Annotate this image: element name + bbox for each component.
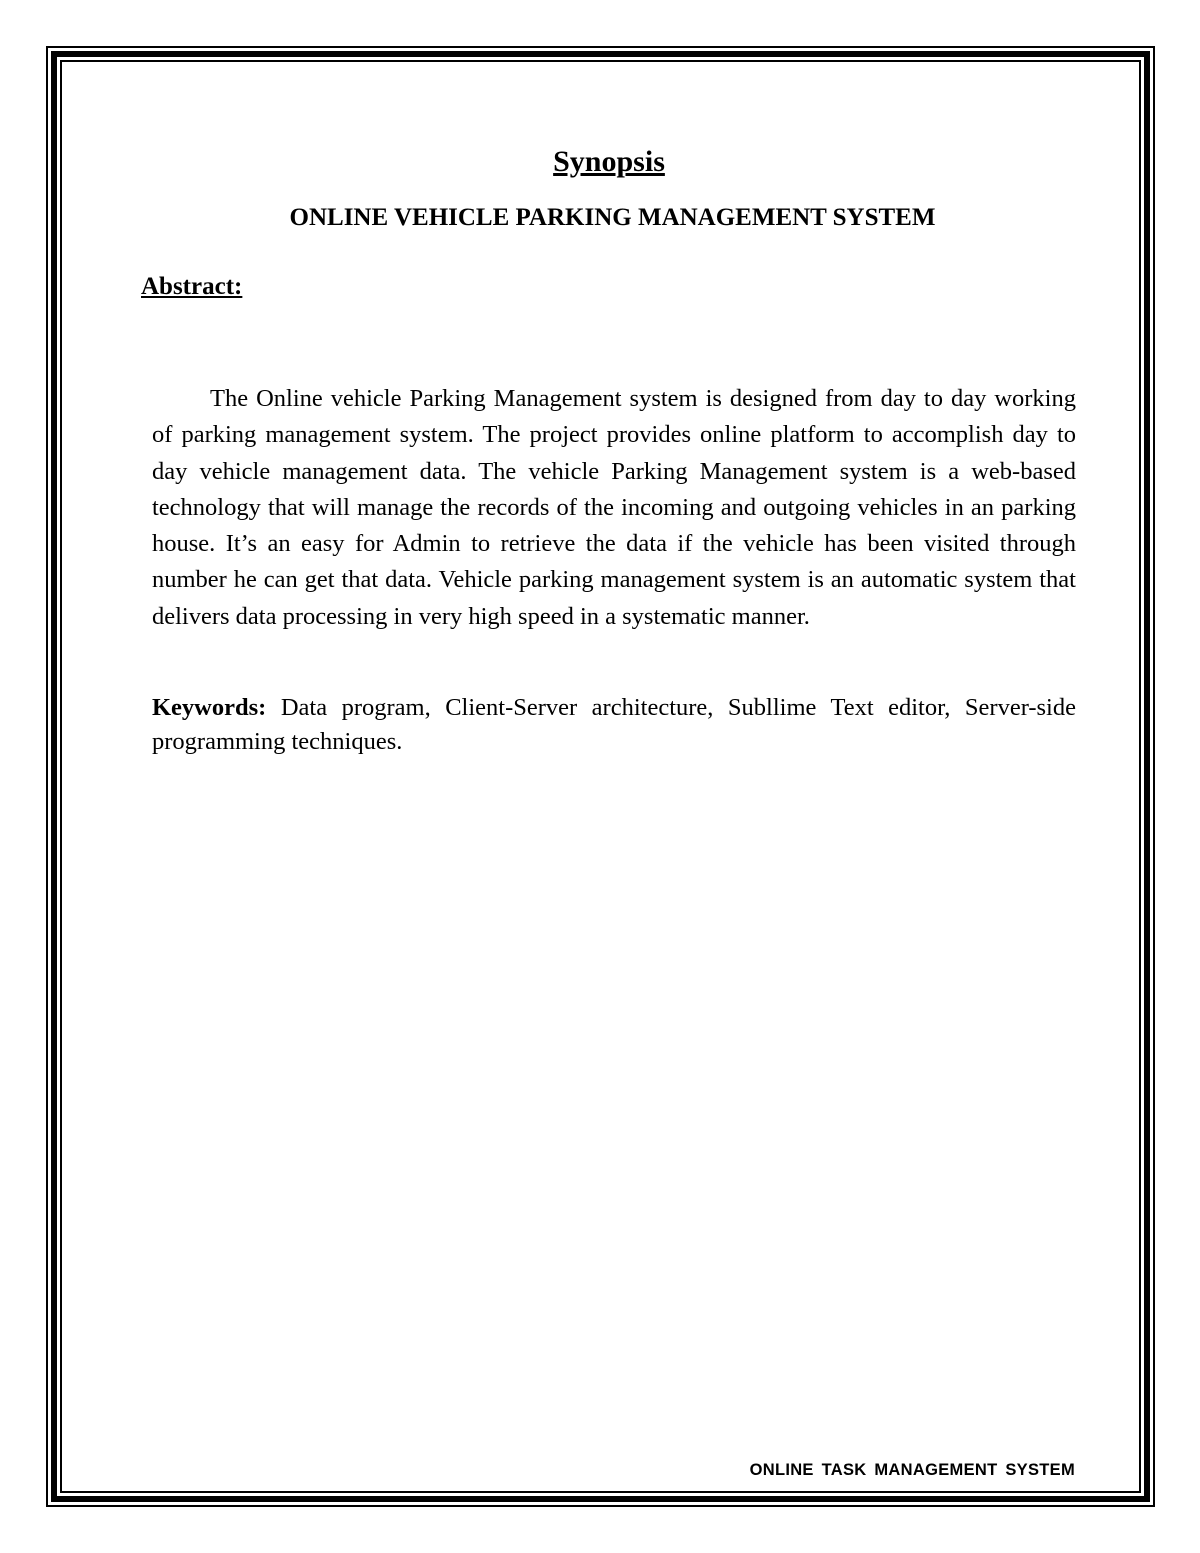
abstract-heading: Abstract:	[141, 273, 243, 300]
abstract-paragraph: The Online vehicle Parking Management system is designed from day to day working of parking management system. The project provides online platform to accomplish day to day vehicle management data. The vehicle Parking Management system is a web-based technology that will manage the records of the incoming and outgoing vehicles in an parking house. It’s an easy for Admin to retrieve the data if the vehicle has been visited through number he can get that data. Vehicle parking management system is an automatic system that delivers data processing in very high speed in a systematic manner.	[152, 385, 1076, 630]
page-footer: ONLINE TASK MANAGEMENT SYSTEM	[749, 1461, 1075, 1479]
keywords-label: Keywords:	[152, 694, 267, 721]
project-title: ONLINE VEHICLE PARKING MANAGEMENT SYSTEM	[289, 204, 936, 231]
synopsis-heading: Synopsis	[553, 145, 665, 178]
keywords-text: Data program, Client-Server architecture, Subllime Text editor, Server-side programming techniques.	[152, 694, 1076, 755]
keywords-paragraph	[152, 691, 1076, 759]
